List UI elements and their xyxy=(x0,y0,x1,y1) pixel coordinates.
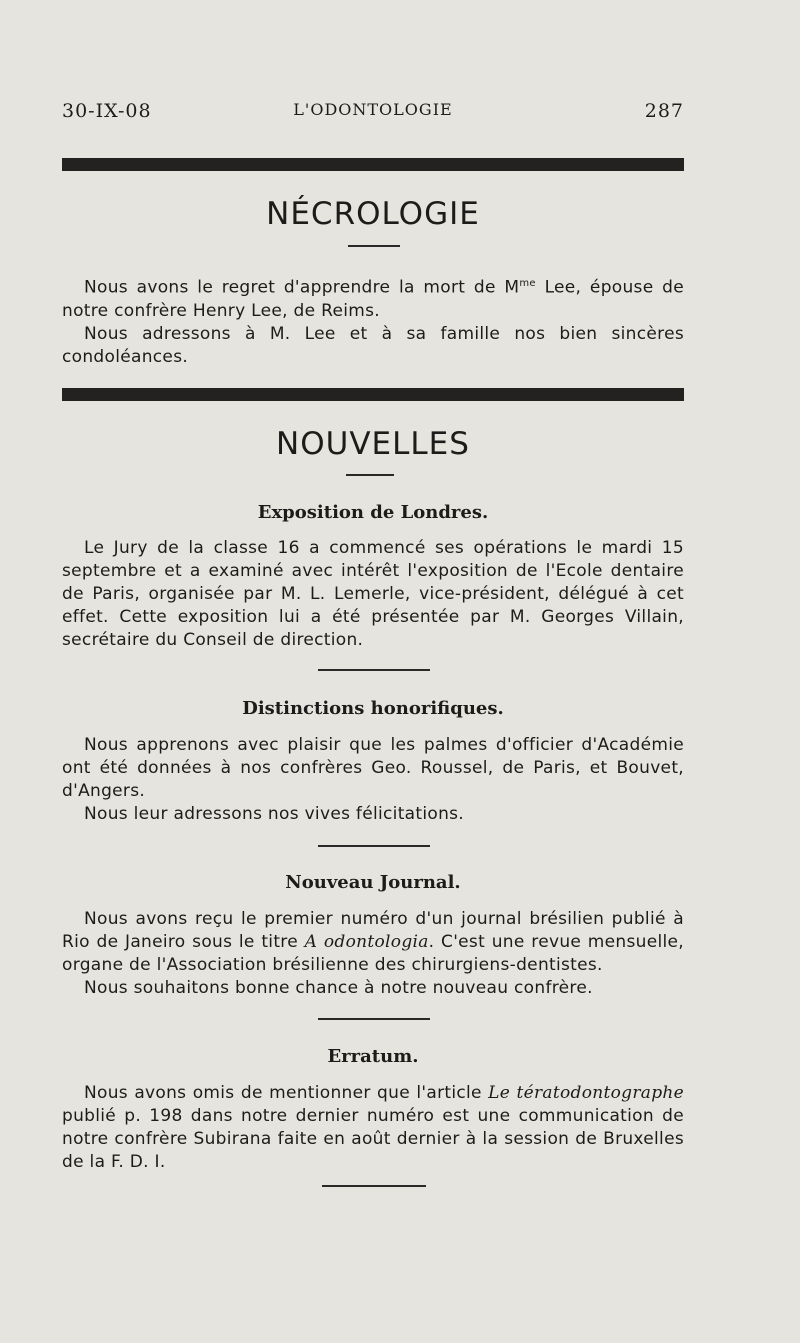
distinctions-paragraph-2: Nous leur adressons nos vives félicitations. xyxy=(84,804,465,824)
article-title: Le tératodontographe xyxy=(488,1083,684,1103)
necrologie-paragraph-2: Nous adressons à M. Lee et à sa famille nos bien sincères condoléances. xyxy=(62,323,684,367)
erratum-paragraph: Nous avons omis de mentionner que l'article Le tératodontographe publié p. 198 dans notre dernier numéro est une communication de notre confrère Subirana faite en août dernier à la session de Bruxelles de la F. D. I. xyxy=(62,1083,684,1172)
journal-paragraph-2: Nous souhaitons bonne chance à notre nouveau confrère. xyxy=(84,978,593,998)
journal-title: L'ODONTOLOGIE xyxy=(293,100,453,119)
exposition-heading: Exposition de Londres. xyxy=(257,502,489,523)
erratum-heading: Erratum. xyxy=(327,1046,419,1067)
heading-rule xyxy=(346,474,394,476)
journal-body xyxy=(62,908,684,1000)
divider-rule xyxy=(322,1185,426,1187)
journal-paragraph-1: Nous avons reçu le premier numéro d'un journal brésilien publié à Rio de Janeiro sous le titre A odontologia. C'est une revue mensuelle, organe de l'Association brésilienne des chirurgiens-dentistes. xyxy=(62,909,684,975)
divider-rule xyxy=(318,1018,430,1020)
exposition-paragraph: Le Jury de la classe 16 a commencé ses opérations le mardi 15 septembre et a examiné avec intérêt l'exposition de l'Ecole dentaire de Paris, organisée par M. L. Lemerle, vice-président, délégué à cet effet. Cette exposition lui a été présentée par M. Georges Villain, secrétaire du Conseil de direction. xyxy=(62,538,684,650)
top-decorative-bar xyxy=(62,158,684,171)
divider-rule xyxy=(318,669,430,671)
erratum-body xyxy=(62,1082,684,1174)
distinctions-heading: Distinctions honorifiques. xyxy=(242,698,504,719)
section-decorative-bar xyxy=(62,388,684,401)
heading-rule xyxy=(348,245,400,247)
exposition-body xyxy=(62,537,684,652)
page-number: 287 xyxy=(644,100,684,122)
distinctions-paragraph-1: Nous apprenons avec plaisir que les palmes d'officier d'Académie ont été données à nos confrères Geo. Roussel, de Paris, et Bouvet, d'Angers. xyxy=(62,735,684,801)
necrologie-paragraph-1: Nous avons le regret d'apprendre la mort de $M^{me}$ Lee, épouse de notre confrère Henry Lee, de Reims. xyxy=(62,277,684,321)
divider-rule xyxy=(318,845,430,847)
necrologie-heading: NÉCROLOGIE xyxy=(266,196,480,232)
journal-name: A odontologia xyxy=(304,932,429,952)
necrologie-body xyxy=(62,272,684,369)
journal-heading: Nouveau Journal. xyxy=(285,872,461,893)
distinctions-body xyxy=(62,734,684,826)
issue-date: 30-IX-08 xyxy=(62,100,152,122)
nouvelles-heading: NOUVELLES xyxy=(276,426,470,462)
running-head xyxy=(62,100,684,130)
